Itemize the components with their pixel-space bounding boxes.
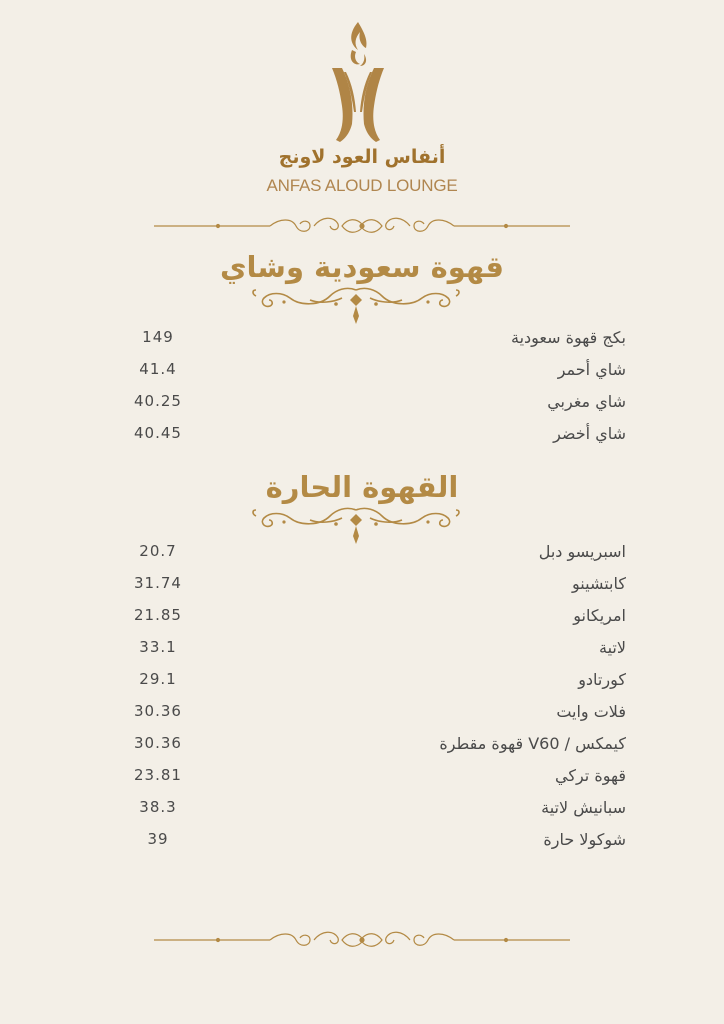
list-item [0, 424, 724, 450]
item-name: اسبريسو دبل [538, 542, 626, 561]
ornament-divider-icon [150, 214, 574, 238]
item-price: 30.36 [134, 702, 182, 720]
item-price: 21.85 [134, 606, 182, 624]
item-name: امريكانو [573, 606, 626, 625]
list-item [0, 328, 724, 354]
ornament-divider-icon [150, 928, 574, 952]
list-item [0, 360, 724, 386]
item-price: 23.81 [134, 766, 182, 784]
list-item [0, 670, 724, 696]
list-item [0, 574, 724, 600]
item-price: 149 [142, 328, 174, 346]
item-name: شاي أخضر [553, 424, 626, 443]
flourish-ornament-icon [250, 284, 462, 328]
item-price: 33.1 [139, 638, 177, 656]
item-name: فلات وايت [556, 702, 626, 721]
list-item [0, 702, 724, 728]
item-price: 30.36 [134, 734, 182, 752]
list-item [0, 542, 724, 568]
item-name: قهوة تركي [555, 766, 626, 785]
item-name: شاي مغربي [547, 392, 626, 411]
item-price: 38.3 [139, 798, 177, 816]
list-item [0, 606, 724, 632]
item-name: شوكولا حارة [543, 830, 626, 849]
item-name: لاتية [599, 638, 626, 657]
item-price: 41.4 [139, 360, 177, 378]
item-price: 40.25 [134, 392, 182, 410]
item-price: 31.74 [134, 574, 182, 592]
brand-name-arabic: أنفاس العود لاونج [278, 146, 446, 168]
item-name: سبانيش لاتية [541, 798, 626, 817]
section-title: قهوة سعودية وشاي [219, 250, 505, 284]
item-name: شاي أحمر [557, 360, 626, 379]
item-name: كيمكس / V60 قهوة مقطرة [439, 734, 626, 753]
logo-icon [328, 20, 388, 148]
list-item [0, 638, 724, 664]
item-price: 29.1 [139, 670, 177, 688]
section-title: القهوة الحارة [265, 470, 459, 504]
list-item [0, 766, 724, 792]
item-price: 20.7 [139, 542, 177, 560]
brand-name-english: ANFAS ALOUD LOUNGE [266, 176, 458, 195]
item-price: 40.45 [134, 424, 182, 442]
list-item [0, 798, 724, 824]
list-item [0, 392, 724, 418]
item-name: بكج قهوة سعودية [510, 328, 626, 347]
list-item [0, 830, 724, 856]
item-name: كورتادو [578, 670, 626, 689]
list-item [0, 734, 724, 760]
item-price: 39 [147, 830, 169, 848]
item-name: كابتشينو [572, 574, 626, 593]
